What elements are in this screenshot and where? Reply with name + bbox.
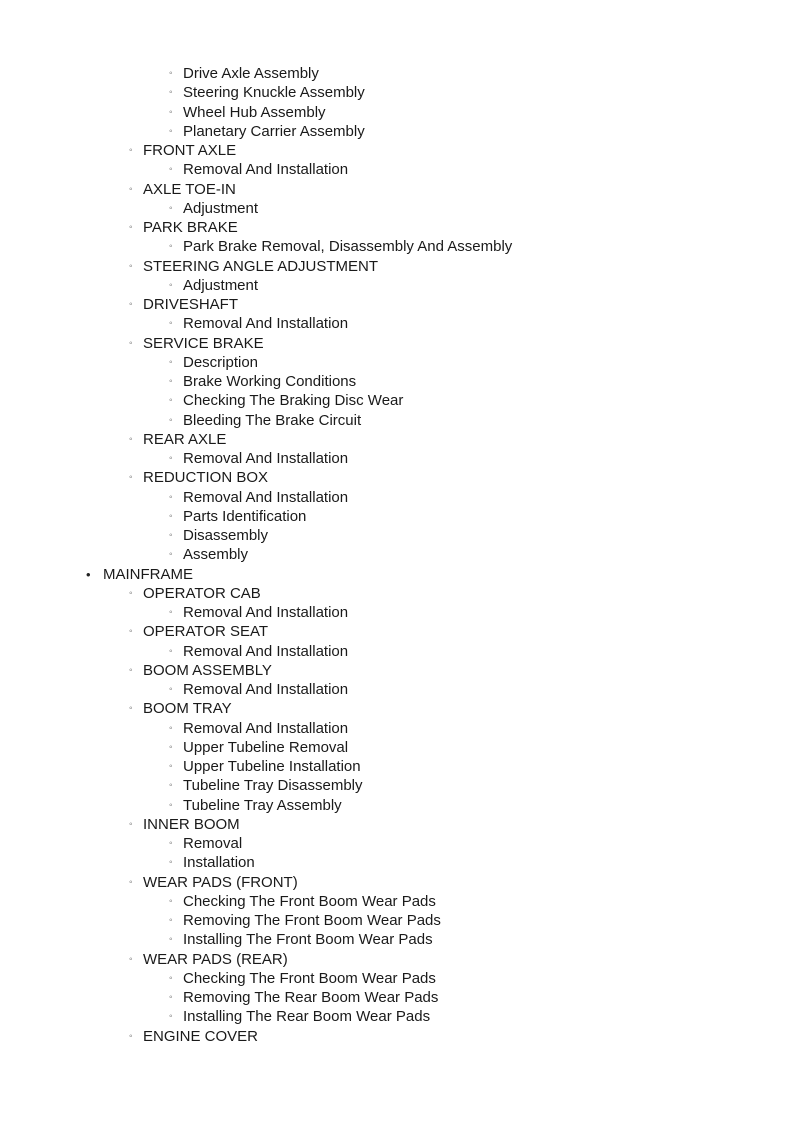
toc-item-level-1 [0,218,794,237]
hollow-bullet-icon: ◦ [169,279,173,291]
toc-item-level-0 [0,565,794,584]
hollow-bullet-icon: ◦ [169,992,173,1003]
table-of-contents [0,64,794,1046]
toc-item-level-2 [0,411,794,430]
bullet-icon: • [86,566,91,582]
hollow-bullet-icon: ◦ [169,414,173,426]
toc-item-label: Removal And Installation [183,488,349,506]
toc-item-level-1 [0,180,794,199]
toc-item-level-2 [0,930,794,949]
toc-item-label: Steering Knuckle Assembly [183,84,365,102]
hollow-bullet-icon: ◦ [169,645,173,657]
hollow-bullet-icon: ◦ [129,818,133,830]
toc-item-label: Checking The Braking Disc Wear [183,392,404,410]
hollow-bullet-icon: ◦ [169,1011,173,1023]
hollow-bullet-icon: ◦ [129,876,133,888]
toc-item-level-2 [0,834,794,853]
toc-item-label: BOOM ASSEMBLY [143,661,272,679]
toc-item-level-2 [0,276,794,295]
toc-item-level-1 [0,468,794,487]
toc-item-level-2 [0,892,794,911]
hollow-bullet-icon: ◦ [169,241,173,253]
toc-item-label: Removal And Installation [183,450,349,467]
hollow-bullet-icon: ◦ [129,433,133,445]
hollow-bullet-icon: ◦ [169,376,173,387]
toc-item-level-1 [0,815,794,834]
toc-item-level-2 [0,680,794,699]
toc-item-label: REDUCTION BOX [143,469,269,487]
toc-item-label: Upper Tubeline Removal [183,738,349,756]
hollow-bullet-icon: ◦ [169,722,173,734]
hollow-bullet-icon: ◦ [169,530,173,541]
hollow-bullet-icon: ◦ [169,491,173,503]
hollow-bullet-icon: ◦ [129,222,133,233]
toc-item-label: Removal And Installation [183,642,349,660]
toc-item-label: PARK BRAKE [143,219,238,236]
hollow-bullet-icon: ◦ [169,202,173,214]
toc-item-level-1 [0,622,794,641]
hollow-bullet-icon: ◦ [129,337,133,349]
hollow-bullet-icon: ◦ [169,607,173,618]
toc-item-label: SERVICE BRAKE [143,334,264,352]
hollow-bullet-icon: ◦ [169,915,173,926]
toc-item-label: Disassembly [183,527,269,544]
toc-item-level-1 [0,141,794,160]
toc-item-label: Wheel Hub Assembly [183,103,326,121]
hollow-bullet-icon: ◦ [169,972,173,984]
toc-item-level-2 [0,1007,794,1026]
toc-item-label: ENGINE COVER [143,1027,259,1045]
toc-item-level-2 [0,391,794,410]
toc-item-label: Planetary Carrier Assembly [183,122,365,140]
toc-item-label: Removing The Front Boom Wear Pads [183,912,441,929]
hollow-bullet-icon: ◦ [129,587,133,599]
toc-item-level-2 [0,642,794,661]
toc-item-level-1 [0,295,794,314]
toc-item-level-2 [0,372,794,391]
hollow-bullet-icon: ◦ [129,183,133,195]
hollow-bullet-icon: ◦ [129,145,133,156]
toc-item-level-1 [0,1027,794,1046]
toc-item-label: Installing The Front Boom Wear Pads [183,931,433,949]
toc-item-level-1 [0,661,794,680]
toc-item-label: Installing The Rear Boom Wear Pads [183,1008,431,1026]
toc-item-level-1 [0,334,794,353]
toc-item-level-1 [0,584,794,603]
toc-item-level-2 [0,83,794,102]
hollow-bullet-icon: ◦ [169,68,173,79]
toc-item-label: Removal [183,835,243,852]
toc-item-label: Removal And Installation [183,161,349,179]
toc-item-level-1 [0,430,794,449]
toc-item-level-2 [0,738,794,757]
hollow-bullet-icon: ◦ [129,1030,133,1042]
toc-item-level-2 [0,103,794,122]
toc-item-label: Adjustment [183,276,259,294]
toc-item-label: FRONT AXLE [143,142,237,159]
toc-item-label: DRIVESHAFT [143,296,239,313]
toc-item-level-2 [0,353,794,372]
toc-item-label: Tubeline Tray Assembly [183,796,342,814]
toc-item-label: WEAR PADS (FRONT) [143,873,298,891]
toc-item-level-2 [0,757,794,776]
hollow-bullet-icon: ◦ [169,356,173,368]
hollow-bullet-icon: ◦ [129,953,133,965]
toc-item-level-2 [0,988,794,1007]
toc-item-label: Adjustment [183,199,259,217]
hollow-bullet-icon: ◦ [169,780,173,792]
toc-item-label: Parts Identification [183,507,307,525]
toc-item-label: Removal And Installation [183,719,349,737]
hollow-bullet-icon: ◦ [169,395,173,407]
hollow-bullet-icon: ◦ [169,895,173,907]
toc-item-label: Brake Working Conditions [183,373,357,390]
toc-item-label: MAINFRAME [103,565,193,583]
hollow-bullet-icon: ◦ [169,549,173,561]
toc-item-level-2 [0,853,794,872]
toc-item-label: Bleeding The Brake Circuit [183,411,362,429]
toc-item-level-2 [0,64,794,83]
toc-item-level-2 [0,314,794,333]
hollow-bullet-icon: ◦ [169,761,173,772]
hollow-bullet-icon: ◦ [169,106,173,118]
toc-item-label: Drive Axle Assembly [183,65,319,82]
hollow-bullet-icon: ◦ [169,318,173,330]
toc-item-label: Tubeline Tray Disassembly [183,777,363,795]
toc-item-level-2 [0,776,794,795]
toc-item-label: Upper Tubeline Installation [183,758,361,775]
toc-item-label: OPERATOR SEAT [143,623,269,641]
toc-item-label: AXLE TOE-IN [143,180,236,198]
toc-item-label: STEERING ANGLE ADJUSTMENT [143,257,379,275]
hollow-bullet-icon: ◦ [129,299,133,310]
hollow-bullet-icon: ◦ [169,125,173,137]
hollow-bullet-icon: ◦ [169,838,173,849]
toc-item-level-2 [0,719,794,738]
toc-item-level-2 [0,449,794,468]
hollow-bullet-icon: ◦ [169,453,173,464]
toc-item-level-1 [0,873,794,892]
toc-item-label: Checking The Front Boom Wear Pads [183,969,436,987]
toc-item-level-2 [0,526,794,545]
hollow-bullet-icon: ◦ [169,934,173,946]
toc-item-level-1 [0,257,794,276]
hollow-bullet-icon: ◦ [129,260,133,272]
toc-item-label: WEAR PADS (REAR) [143,950,288,968]
hollow-bullet-icon: ◦ [169,87,173,99]
toc-item-label: Removal And Installation [183,681,349,698]
hollow-bullet-icon: ◦ [169,857,173,869]
hollow-bullet-icon: ◦ [169,164,173,176]
toc-item-label: OPERATOR CAB [143,584,261,602]
toc-item-level-2 [0,603,794,622]
hollow-bullet-icon: ◦ [129,472,133,484]
hollow-bullet-icon: ◦ [129,664,133,676]
toc-item-level-2 [0,969,794,988]
toc-item-label: INNER BOOM [143,815,240,833]
toc-item-label: Description [183,353,259,371]
toc-item-level-2 [0,796,794,815]
toc-item-level-2 [0,507,794,526]
toc-item-label: BOOM TRAY [143,700,232,718]
toc-item-level-1 [0,950,794,969]
toc-item-level-2 [0,237,794,256]
toc-item-level-1 [0,699,794,718]
hollow-bullet-icon: ◦ [129,703,133,715]
toc-item-label: Park Brake Removal, Disassembly And Assembly [183,238,513,256]
toc-item-label: Installation [183,854,255,872]
toc-item-level-2 [0,160,794,179]
toc-item-level-2 [0,545,794,564]
toc-item-label: Removal And Installation [183,604,349,621]
toc-item-label: Assembly [183,546,249,564]
hollow-bullet-icon: ◦ [169,799,173,811]
toc-item-label: REAR AXLE [143,430,227,448]
toc-item-label: Checking The Front Boom Wear Pads [183,892,436,910]
hollow-bullet-icon: ◦ [169,684,173,695]
hollow-bullet-icon: ◦ [129,626,133,638]
toc-item-level-2 [0,122,794,141]
toc-item-level-2 [0,488,794,507]
toc-item-level-2 [0,199,794,218]
hollow-bullet-icon: ◦ [169,510,173,522]
hollow-bullet-icon: ◦ [169,741,173,753]
toc-item-label: Removing The Rear Boom Wear Pads [183,989,439,1006]
toc-item-label: Removal And Installation [183,315,349,333]
toc-item-level-2 [0,911,794,930]
